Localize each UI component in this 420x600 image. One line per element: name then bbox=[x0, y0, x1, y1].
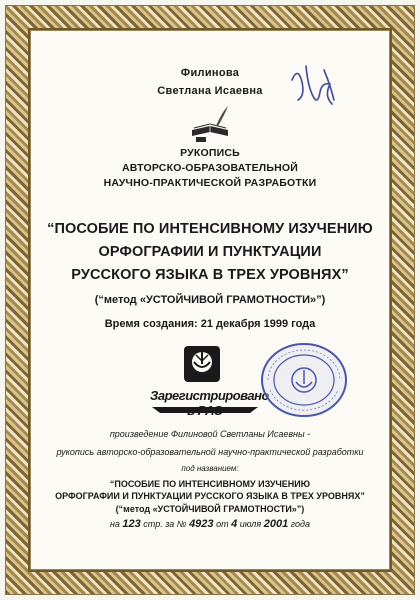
title-line: РУССКОГО ЯЗЫКА В ТРЕХ УРОВНЯХ” bbox=[71, 267, 349, 283]
method-subtitle: (“метод «УСТОЙЧИВОЙ ГРАМОТНОСТИ»”) bbox=[94, 294, 326, 306]
registered-underline bbox=[150, 405, 260, 415]
registration-title-line: ОРФОГРАФИИ И ПУНКТУАЦИИ РУССКОГО ЯЗЫКА В ТРЕХ УРОВНЯХ” bbox=[55, 491, 365, 501]
creation-date: Время создания: 21 декабря 1999 года bbox=[104, 318, 316, 330]
reg-month: июля bbox=[239, 519, 262, 529]
heading-line: РУКОПИСЬ bbox=[180, 147, 240, 159]
author-surname: Филинова bbox=[180, 67, 240, 79]
heading-line: НАУЧНО-ПРАКТИЧЕСКОЙ РАЗРАБОТКИ bbox=[103, 177, 317, 189]
registration-method: (“метод «УСТОЙЧИВОЙ ГРАМОТНОСТИ»”) bbox=[115, 504, 305, 514]
registration-number-line bbox=[32, 518, 388, 530]
rao-logo-icon bbox=[182, 344, 222, 386]
reg-year: 2001 bbox=[263, 518, 289, 530]
registration-title bbox=[32, 478, 388, 502]
registration-under-name: под названием: bbox=[181, 464, 239, 473]
reg-date-prefix: от bbox=[216, 519, 229, 529]
manuscript-heading bbox=[32, 146, 388, 191]
heading-line: АВТОРСКО-ОБРАЗОВАТЕЛЬНОЙ bbox=[121, 162, 298, 174]
reg-pages-suffix: стр. за № bbox=[143, 519, 187, 529]
book-quill-icon bbox=[188, 104, 232, 144]
registration-title-line: “ПОСОБИЕ ПО ИНТЕНСИВНОМУ ИЗУЧЕНИЮ bbox=[109, 479, 311, 489]
author-name: Светлана Исаевна bbox=[157, 85, 263, 97]
reg-number: 4923 bbox=[189, 518, 214, 530]
reg-day: 4 bbox=[231, 518, 238, 530]
work-title bbox=[32, 218, 388, 287]
round-seal-icon bbox=[258, 340, 350, 420]
registered-stamp-text: Зарегистрировано bbox=[150, 388, 269, 403]
registration-line-2: рукопись авторско-образовательной научно-практической разработки bbox=[56, 447, 364, 457]
registration-line-1: произведение Филиновой Светланы Исаевны - bbox=[109, 429, 311, 439]
reg-year-suffix: года bbox=[290, 519, 311, 529]
title-line: “ПОСОБИЕ ПО ИНТЕНСИВНОМУ ИЗУЧЕНИЮ bbox=[47, 221, 373, 237]
signature-icon bbox=[272, 60, 352, 120]
reg-prefix: на bbox=[109, 519, 120, 529]
reg-pages: 123 bbox=[122, 518, 141, 530]
title-line: ОРФОГРАФИИ И ПУНКТУАЦИИ bbox=[98, 244, 322, 260]
